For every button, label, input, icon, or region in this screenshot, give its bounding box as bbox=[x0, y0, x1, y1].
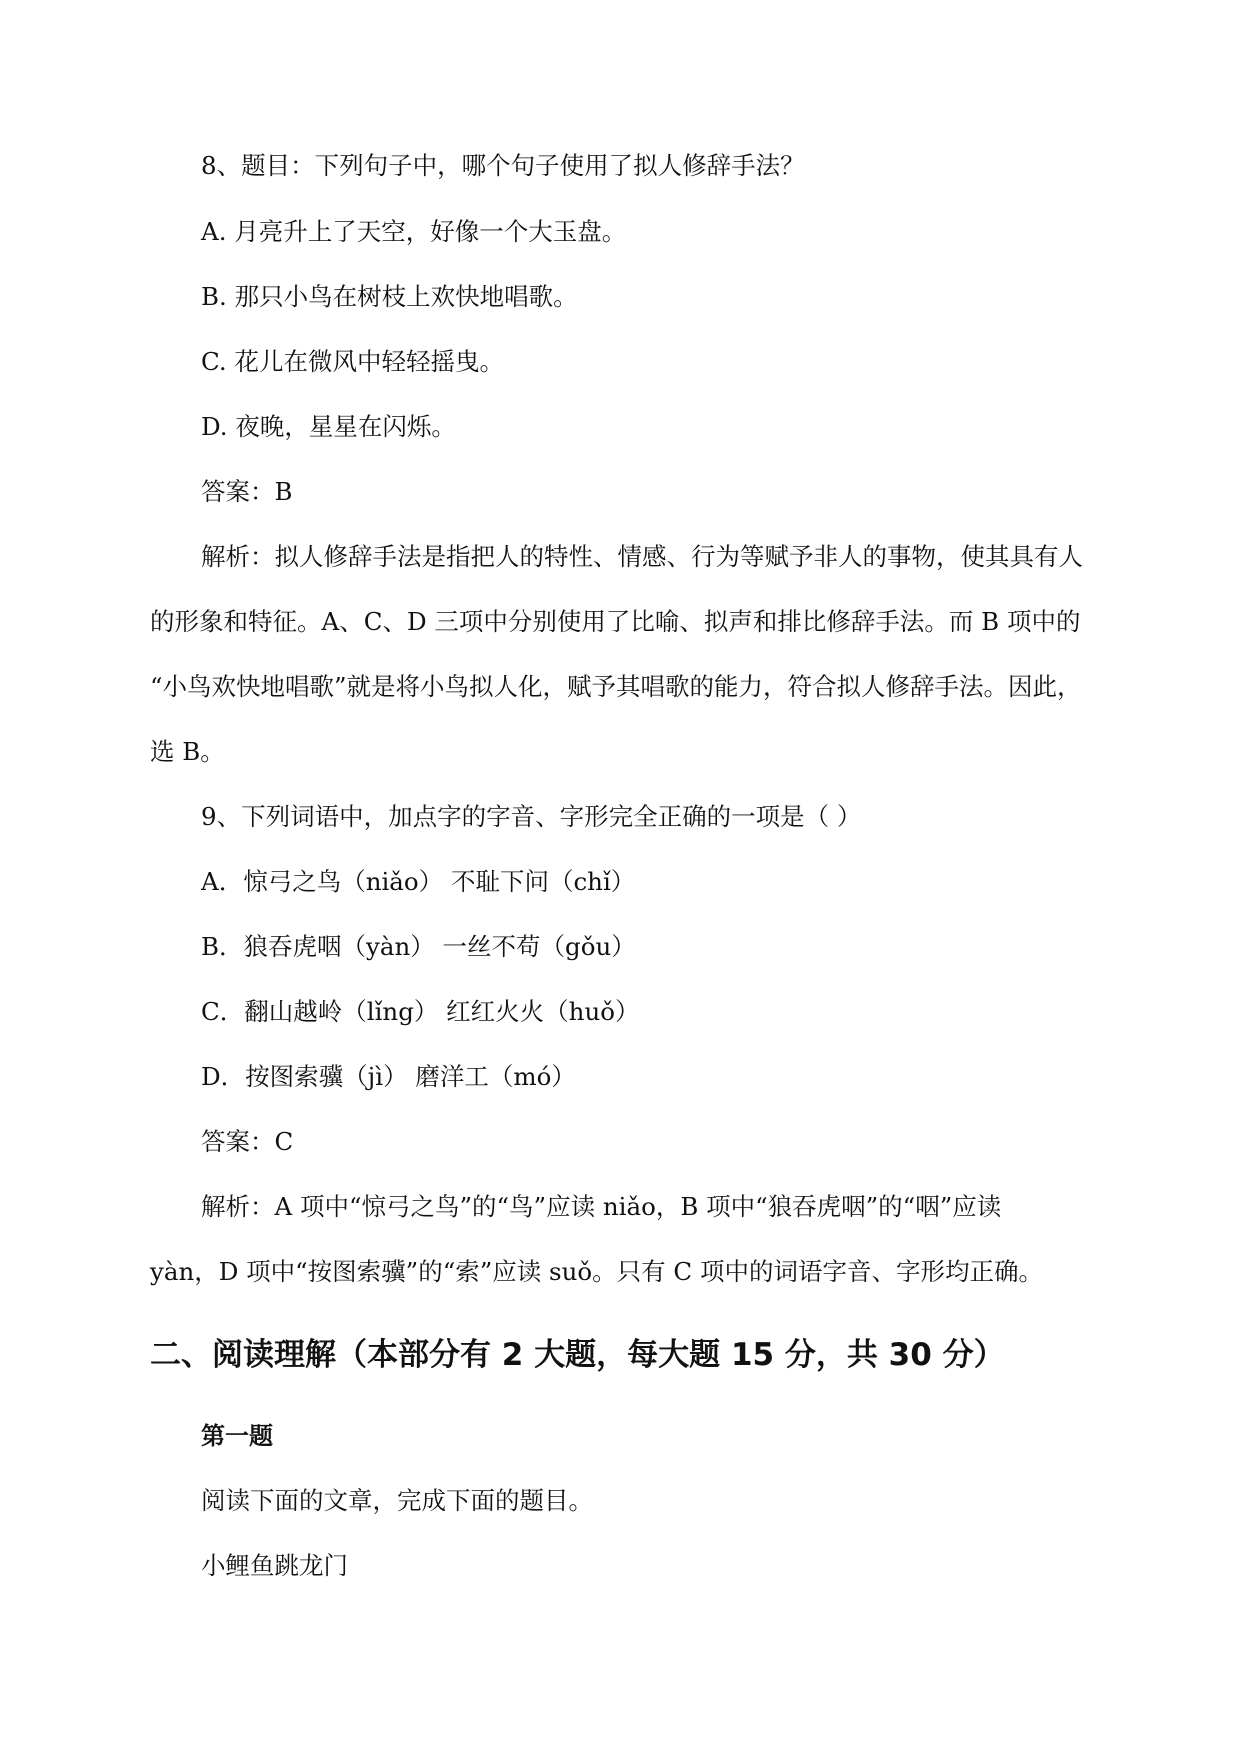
question-9-option-d: D．按图索骥（jì） 磨洋工（mó） bbox=[201, 1062, 576, 1091]
question-9-option-c: C．翻山越岭（lǐng） 红红火火（huǒ） bbox=[201, 997, 640, 1026]
question-9-analysis-line-1: 解析：A 项中“惊弓之鸟”的“鸟”应读 niǎo，B 项中“狼吞虎咽”的“咽”应读 bbox=[201, 1192, 1002, 1221]
question-8-analysis-line-1: 解析：拟人修辞手法是指把人的特性、情感、行为等赋予非人的事物，使其具有人 bbox=[201, 542, 1083, 571]
question-8-analysis-line-2: 的形象和特征。A、C、D 三项中分别使用了比喻、拟声和排比修辞手法。而 B 项中的 bbox=[150, 607, 1081, 636]
question-9-option-a: A．惊弓之鸟（niǎo） 不耻下问（chǐ） bbox=[201, 867, 636, 896]
question-8-option-c: C. 花儿在微风中轻轻摇曳。 bbox=[201, 347, 504, 376]
reading-instruction: 阅读下面的文章，完成下面的题目。 bbox=[201, 1486, 593, 1515]
sub-heading: 第一题 bbox=[201, 1422, 273, 1450]
question-8-option-b: B. 那只小鸟在树枝上欢快地唱歌。 bbox=[201, 282, 578, 311]
question-9-text: 9、下列词语中，加点字的字音、字形完全正确的一项是（ ） bbox=[201, 802, 862, 831]
question-8-answer: 答案：B bbox=[201, 477, 293, 506]
question-9-option-b: B．狼吞虎咽（yàn） 一丝不苟（gǒu） bbox=[201, 932, 636, 961]
article-title: 小鲤鱼跳龙门 bbox=[201, 1551, 348, 1580]
question-8-analysis-line-4: 选 B。 bbox=[150, 737, 225, 766]
section-heading: 二、阅读理解（本部分有 2 大题，每大题 15 分，共 30 分） bbox=[150, 1337, 1005, 1373]
question-8-text: 8、题目：下列句子中，哪个句子使用了拟人修辞手法？ bbox=[201, 151, 805, 180]
question-8-option-d: D. 夜晚，星星在闪烁。 bbox=[201, 412, 456, 441]
question-8-option-a: A. 月亮升上了天空，好像一个大玉盘。 bbox=[201, 217, 627, 246]
question-9-answer: 答案：C bbox=[201, 1127, 294, 1156]
question-8-analysis-line-3: “小鸟欢快地唱歌”就是将小鸟拟人化，赋予其唱歌的能力，符合拟人修辞手法。因此， bbox=[150, 672, 1082, 701]
question-9-analysis-line-2: yàn，D 项中“按图索骥”的“索”应读 suǒ。只有 C 项中的词语字音、字形均正确。 bbox=[150, 1257, 1043, 1286]
